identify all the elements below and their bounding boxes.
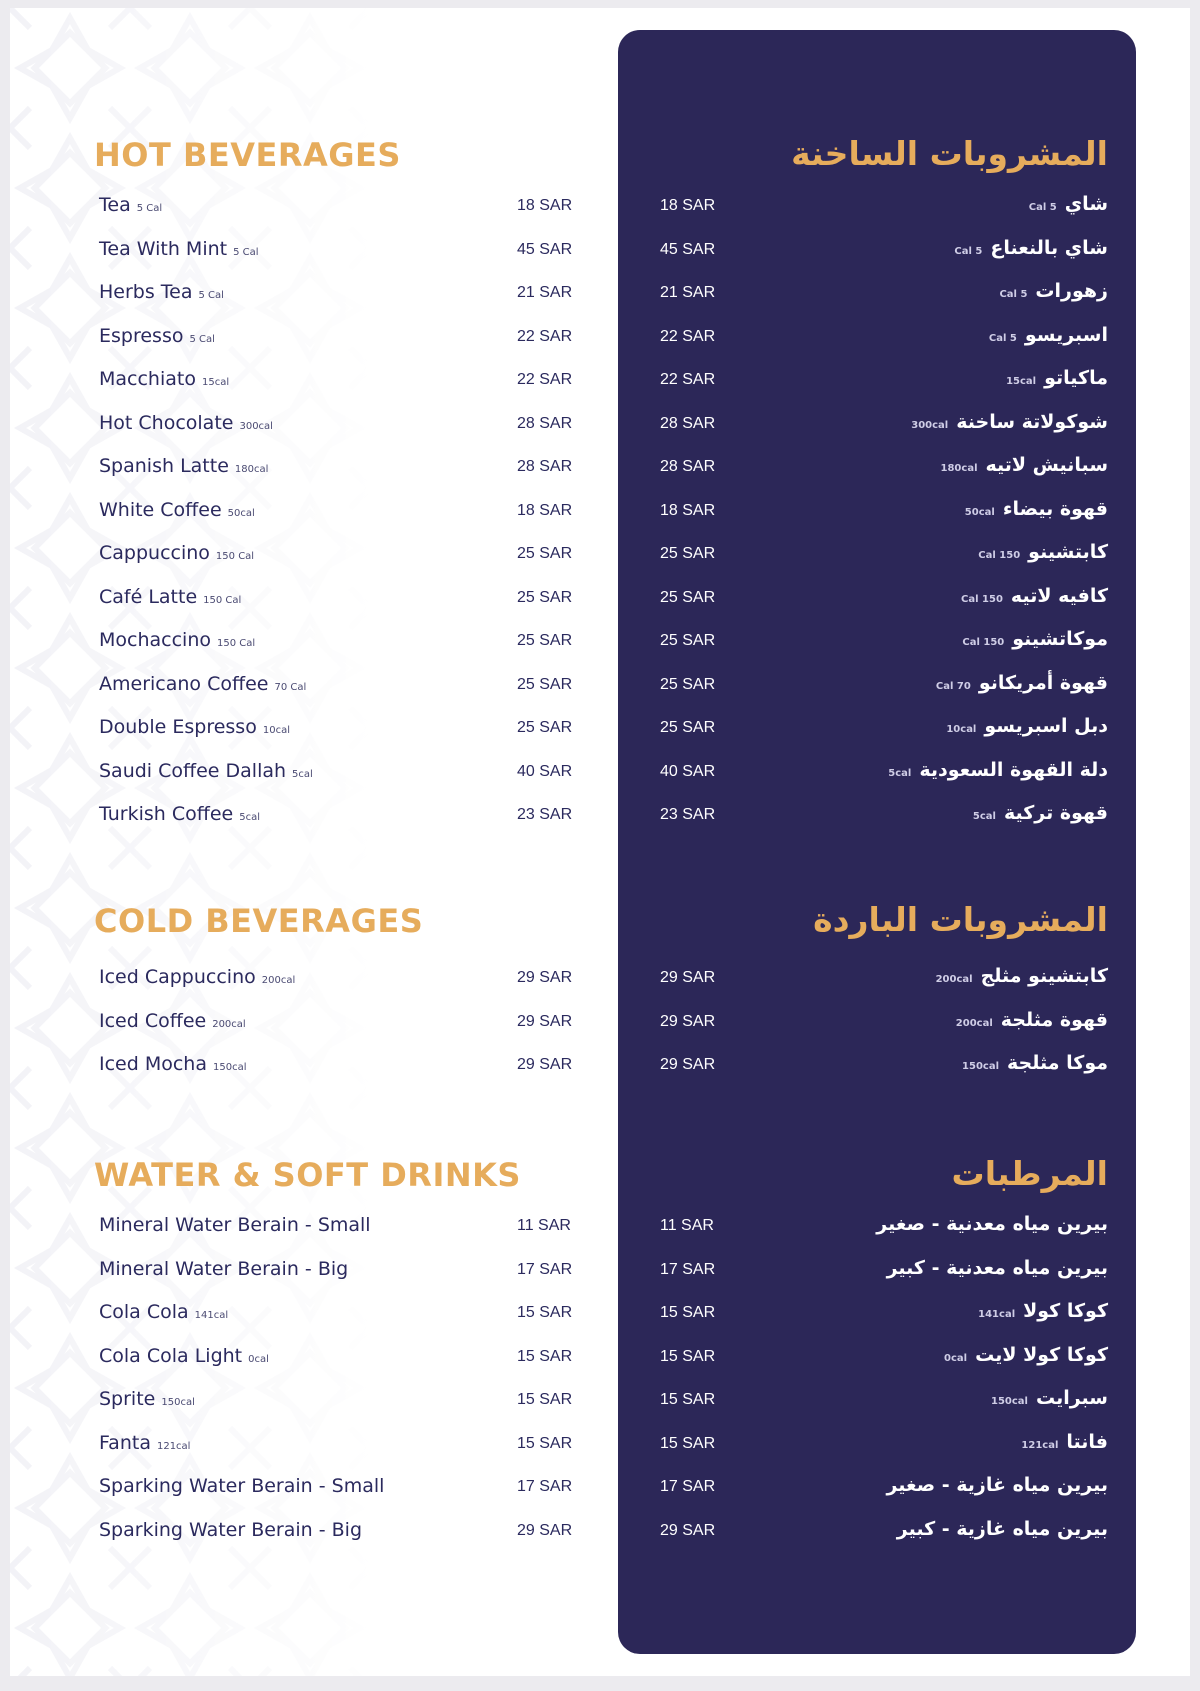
item-name-ar-text: كافيه لاتيه <box>1010 584 1108 607</box>
item-price-en: 25 SAR <box>517 675 573 693</box>
item-price-en: 25 SAR <box>517 588 573 606</box>
item-name-en <box>99 586 241 608</box>
item-name-en-text: Spanish Latte <box>99 455 229 477</box>
item-calories-en: 0cal <box>248 1353 269 1365</box>
item-name-en <box>99 1301 228 1323</box>
item-price-ar: 28 SAR <box>660 414 716 432</box>
item-price-ar: 23 SAR <box>660 806 716 823</box>
item-price-ar: 29 SAR <box>660 1056 716 1073</box>
item-calories-en: 5cal <box>292 768 313 780</box>
item-name-ar <box>946 715 1108 737</box>
item-calories-ar: 200cal <box>935 974 973 985</box>
item-price-ar: 25 SAR <box>660 719 716 736</box>
item-calories-ar: 5 Cal <box>988 332 1017 344</box>
menu-item-row <box>10 410 1190 444</box>
item-name-ar-text: ماكياتو <box>1044 367 1108 389</box>
item-name-ar-text: سبرايت <box>1035 1387 1108 1409</box>
item-calories-ar: 150 Cal <box>961 593 1003 605</box>
item-price-en: 15 SAR <box>517 1347 573 1365</box>
item-name-ar <box>978 1300 1108 1322</box>
item-name-ar-text: فانتا <box>1066 1430 1108 1453</box>
item-price-ar: 25 SAR <box>660 675 716 693</box>
item-name-en-text: White Coffee <box>99 498 222 521</box>
item-name-en <box>99 1388 195 1410</box>
item-name-en <box>99 760 313 782</box>
menu-item-row <box>10 671 1190 705</box>
menu-item-row <box>10 323 1190 357</box>
item-price-en: 25 SAR <box>517 545 573 562</box>
item-price-en: 18 SAR <box>517 197 573 214</box>
item-price-ar: 40 SAR <box>660 762 716 780</box>
item-calories-en: 121cal <box>156 1440 191 1452</box>
item-name-en-text: Café Latte <box>99 585 198 608</box>
item-calories-en: 70 Cal <box>274 681 307 693</box>
item-name-ar <box>936 672 1108 694</box>
item-calories-en: 5 Cal <box>136 203 163 214</box>
menu-item-row <box>10 279 1190 313</box>
item-name-ar-text: كابتشينو <box>1028 541 1108 563</box>
menu-item-row <box>10 1343 1190 1377</box>
item-name-ar <box>887 1257 1108 1279</box>
item-name-en <box>99 629 255 651</box>
item-name-ar-text: قهوة تركية <box>1003 802 1108 824</box>
item-price-en: 45 SAR <box>517 240 573 258</box>
item-name-en <box>99 499 255 521</box>
item-price-ar: 18 SAR <box>660 501 716 519</box>
item-calories-en: 150 Cal <box>203 594 242 606</box>
item-price-en: 17 SAR <box>517 1260 573 1278</box>
item-name-en-text: Tea <box>99 194 131 216</box>
item-price-en: 18 SAR <box>517 501 573 519</box>
item-name-ar <box>876 1213 1108 1235</box>
item-calories-en: 150 Cal <box>215 551 255 562</box>
item-price-en: 21 SAR <box>517 284 573 301</box>
item-name-en-text: Turkish Coffee <box>99 803 234 825</box>
menu-item-row <box>10 758 1190 792</box>
item-price-en: 15 SAR <box>517 1304 573 1321</box>
menu-item-row <box>10 1430 1190 1464</box>
item-name-ar <box>962 628 1108 650</box>
item-name-en <box>99 673 306 695</box>
item-name-en <box>99 238 259 260</box>
item-name-ar <box>978 541 1108 563</box>
item-name-ar <box>999 280 1108 302</box>
item-name-en <box>99 966 295 988</box>
item-name-en-text: Sparking Water Berain - Small <box>99 1475 385 1497</box>
item-price-ar: 15 SAR <box>660 1304 716 1321</box>
item-name-ar-text: قهوة بيضاء <box>1002 497 1108 520</box>
item-calories-en: 200cal <box>212 1018 246 1030</box>
item-price-ar: 18 SAR <box>660 197 716 214</box>
item-name-ar-text: كابتشينو مثلج <box>980 965 1108 987</box>
section-title-ar: المرطبات <box>951 1154 1108 1193</box>
item-name-en <box>99 194 162 216</box>
item-calories-en: 200cal <box>261 975 296 986</box>
item-price-en: 28 SAR <box>517 458 573 475</box>
item-name-ar-text: موكا مثلجة <box>1007 1052 1108 1074</box>
item-name-ar-text: قهوة أمريكانو <box>978 671 1108 694</box>
item-calories-ar: 5 Cal <box>1028 202 1057 213</box>
item-name-en-text: Sprite <box>99 1388 156 1410</box>
item-price-en: 15 SAR <box>517 1434 573 1452</box>
item-name-en <box>99 412 273 434</box>
item-calories-en: 150cal <box>213 1062 247 1073</box>
item-name-ar <box>961 585 1108 607</box>
item-price-en: 29 SAR <box>517 969 573 986</box>
item-price-ar: 25 SAR <box>660 545 716 562</box>
item-name-en-text: Tea With Mint <box>99 237 228 260</box>
item-name-ar-text: شوكولاتة ساخنة <box>956 410 1108 433</box>
item-price-ar: 29 SAR <box>660 1521 716 1539</box>
item-calories-en: 5cal <box>239 812 260 823</box>
item-name-ar-text: شاي بالنعناع <box>990 236 1108 259</box>
item-calories-ar: 180cal <box>940 463 978 474</box>
item-name-ar <box>911 411 1108 433</box>
item-calories-ar: 5 Cal <box>954 245 983 257</box>
item-price-ar: 25 SAR <box>660 632 716 649</box>
item-name-ar-text: شاي <box>1064 193 1108 215</box>
item-price-ar: 11 SAR <box>660 1217 714 1234</box>
item-calories-en: 141cal <box>194 1310 229 1321</box>
item-name-ar <box>1006 367 1108 389</box>
item-name-en-text: Iced Coffee <box>99 1009 207 1032</box>
item-name-en-text: Macchiato <box>99 368 196 390</box>
item-price-en: 22 SAR <box>517 327 573 345</box>
item-calories-ar: 70 Cal <box>935 680 971 692</box>
item-name-ar <box>897 1518 1108 1540</box>
item-price-ar: 17 SAR <box>660 1260 716 1278</box>
item-calories-ar: 141cal <box>978 1309 1016 1320</box>
item-name-ar-text: دلة القهوة السعودية <box>919 758 1108 781</box>
item-name-en-text: Espresso <box>99 324 184 347</box>
item-calories-en: 15cal <box>201 377 230 388</box>
item-name-ar <box>954 237 1108 259</box>
item-price-en: 17 SAR <box>517 1478 573 1495</box>
item-calories-ar: 50cal <box>964 506 995 518</box>
item-price-ar: 17 SAR <box>660 1478 716 1495</box>
section-title-ar: المشروبات الباردة <box>813 900 1108 939</box>
item-name-en-text: Double Espresso <box>99 716 257 738</box>
item-name-en-text: Iced Cappuccino <box>99 966 256 988</box>
item-name-ar <box>965 498 1108 520</box>
item-name-en <box>99 1214 371 1236</box>
item-price-ar: 22 SAR <box>660 371 716 388</box>
item-price-ar: 29 SAR <box>660 1012 716 1030</box>
menu-item-row <box>10 366 1190 400</box>
item-calories-ar: 200cal <box>955 1017 993 1029</box>
item-name-ar-text: قهوة مثلجة <box>1000 1008 1108 1031</box>
item-name-ar <box>936 965 1108 987</box>
menu-item-row <box>10 192 1190 226</box>
item-name-ar-text: دبل اسبريسو <box>984 715 1108 737</box>
menu-item-row <box>10 1008 1190 1042</box>
item-calories-en: 150cal <box>161 1397 195 1408</box>
item-calories-en: 10cal <box>262 725 290 736</box>
section-title-en: WATER & SOFT DRINKS <box>94 1156 521 1194</box>
item-calories-en: 150 Cal <box>217 638 256 649</box>
item-name-ar <box>1021 1431 1108 1453</box>
menu-item-row <box>10 1473 1190 1507</box>
item-name-en <box>99 1010 246 1032</box>
item-price-en: 29 SAR <box>517 1012 573 1030</box>
item-name-en <box>99 325 215 347</box>
menu-item-row <box>10 1256 1190 1290</box>
item-name-en-text: Mineral Water Berain - Small <box>99 1214 371 1236</box>
item-name-en-text: Hot Chocolate <box>99 411 234 434</box>
item-name-en-text: Americano Coffee <box>99 672 269 695</box>
item-calories-ar: 15cal <box>1006 376 1037 387</box>
item-name-ar-text: اسبريسو <box>1024 323 1108 346</box>
menu-item-row <box>10 714 1190 748</box>
menu-item-row <box>10 627 1190 661</box>
item-calories-ar: 5cal <box>888 767 912 779</box>
item-calories-ar: 300cal <box>911 419 949 431</box>
item-price-en: 11 SAR <box>517 1217 571 1234</box>
item-calories-ar: 150cal <box>962 1061 1000 1072</box>
item-calories-en: 50cal <box>227 507 255 519</box>
menu-item-row <box>10 540 1190 574</box>
item-calories-ar: 150 Cal <box>978 550 1021 561</box>
item-name-en <box>99 803 260 825</box>
item-price-en: 23 SAR <box>517 806 573 823</box>
section-title-en: HOT BEVERAGES <box>94 136 401 174</box>
menu-item-row <box>10 1386 1190 1420</box>
section-title-en: COLD BEVERAGES <box>94 902 424 940</box>
menu-item-row <box>10 497 1190 531</box>
menu-item-row <box>10 1517 1190 1551</box>
item-name-en-text: Mineral Water Berain - Big <box>99 1257 349 1280</box>
menu-item-row <box>10 964 1190 998</box>
menu-item-row <box>10 236 1190 270</box>
item-name-ar <box>973 802 1108 824</box>
item-calories-en: 180cal <box>234 464 269 475</box>
menu-item-row <box>10 1051 1190 1085</box>
menu-item-row <box>10 1212 1190 1246</box>
item-name-ar-text: بيرين مياه معدنية - كبير <box>886 1256 1108 1279</box>
item-price-ar: 22 SAR <box>660 327 716 345</box>
item-name-en <box>99 1053 247 1075</box>
item-price-en: 40 SAR <box>517 762 573 780</box>
item-calories-ar: 121cal <box>1021 1439 1059 1451</box>
item-calories-ar: 150cal <box>990 1396 1028 1407</box>
item-price-en: 25 SAR <box>517 632 573 649</box>
item-price-en: 15 SAR <box>517 1391 573 1408</box>
item-price-ar: 29 SAR <box>660 969 716 986</box>
item-calories-en: 300cal <box>239 420 273 432</box>
item-name-ar-text: كوكا كولا لايت <box>975 1343 1108 1366</box>
item-price-en: 28 SAR <box>517 414 573 432</box>
item-price-en: 29 SAR <box>517 1056 573 1073</box>
item-price-ar: 45 SAR <box>660 240 716 258</box>
item-name-ar-text: سبانيش لاتيه <box>985 454 1108 476</box>
menu-item-row <box>10 801 1190 835</box>
item-name-ar <box>1029 193 1108 215</box>
item-name-en-text: Iced Mocha <box>99 1053 207 1075</box>
item-name-ar <box>956 1009 1108 1031</box>
item-name-ar <box>944 1344 1108 1366</box>
menu-item-row <box>10 584 1190 618</box>
item-price-ar: 15 SAR <box>660 1434 716 1452</box>
item-name-en-text: Sparking Water Berain - Big <box>99 1518 363 1541</box>
item-name-en-text: Herbs Tea <box>99 281 193 303</box>
item-price-en: 25 SAR <box>517 719 573 736</box>
item-name-en-text: Saudi Coffee Dallah <box>99 759 287 782</box>
item-name-en <box>99 455 268 477</box>
item-name-en <box>99 1258 348 1280</box>
item-calories-en: 5 Cal <box>233 246 259 258</box>
item-calories-ar: 5 Cal <box>999 289 1028 300</box>
menu-item-row <box>10 1299 1190 1333</box>
item-name-ar <box>991 1387 1108 1409</box>
item-calories-ar: 10cal <box>946 724 977 735</box>
item-price-ar: 25 SAR <box>660 588 716 606</box>
item-name-ar-text: كوكا كولا <box>1023 1300 1108 1322</box>
menu-page <box>10 8 1190 1676</box>
item-name-en-text: Cola Cola <box>99 1301 189 1323</box>
item-name-en <box>99 716 290 738</box>
item-name-en <box>99 1475 384 1497</box>
item-calories-en: 5 Cal <box>189 333 215 345</box>
item-name-en <box>99 542 254 564</box>
item-price-ar: 15 SAR <box>660 1347 716 1365</box>
item-price-ar: 15 SAR <box>660 1391 716 1408</box>
item-name-en <box>99 368 229 390</box>
item-name-ar-text: بيرين مياه غازية - كبير <box>896 1517 1108 1540</box>
item-name-ar <box>886 1474 1108 1496</box>
item-name-ar <box>941 454 1108 476</box>
item-calories-ar: 0cal <box>944 1352 968 1364</box>
item-name-ar <box>962 1052 1108 1074</box>
item-name-en-text: Cola Cola Light <box>99 1344 243 1367</box>
item-price-ar: 21 SAR <box>660 284 716 301</box>
item-calories-ar: 150 Cal <box>962 637 1005 648</box>
item-price-en: 22 SAR <box>517 371 573 388</box>
item-price-en: 29 SAR <box>517 1521 573 1539</box>
menu-item-row <box>10 453 1190 487</box>
item-name-ar <box>888 759 1108 781</box>
item-name-en <box>99 1432 190 1454</box>
item-calories-en: 5 Cal <box>198 290 224 301</box>
item-name-en-text: Cappuccino <box>99 542 210 564</box>
item-name-ar <box>989 324 1108 346</box>
item-price-ar: 28 SAR <box>660 458 716 475</box>
section-title-ar: المشروبات الساخنة <box>791 134 1108 173</box>
item-name-en <box>99 281 224 303</box>
item-name-en <box>99 1519 362 1541</box>
item-name-ar-text: بيرين مياه غازية - صغير <box>886 1474 1108 1496</box>
item-calories-ar: 5cal <box>972 811 996 822</box>
item-name-en-text: Mochaccino <box>99 629 211 651</box>
item-name-ar-text: زهورات <box>1035 280 1108 302</box>
item-name-en <box>99 1345 269 1367</box>
item-name-en-text: Fanta <box>99 1431 151 1454</box>
item-name-ar-text: موكاتشينو <box>1012 628 1108 650</box>
item-name-ar-text: بيرين مياه معدنية - صغير <box>876 1213 1108 1235</box>
